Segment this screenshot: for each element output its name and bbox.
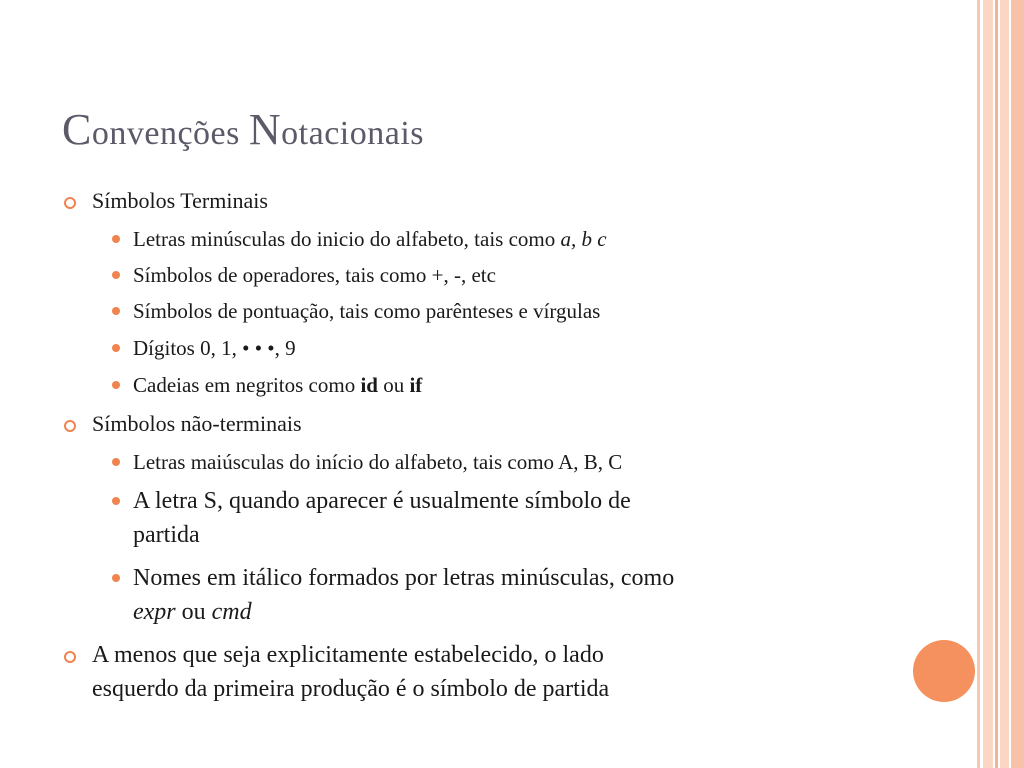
bullet-item: A menos que seja explicitamente estabelecido, o lado esquerdo da primeira produção é o símbolo de partida — [92, 638, 892, 706]
sub-bullet-item: Cadeias em negritos como id ou if — [133, 368, 893, 402]
sub-bullet-item: Símbolos de pontuação, tais como parênteses e vírgulas — [133, 294, 893, 328]
decor-stripe — [1011, 0, 1024, 768]
sub-bullet-item: Nomes em itálico formados por letras minúsculas, como expr ou cmd — [133, 561, 893, 629]
bullet-ring-icon — [64, 651, 76, 663]
bullet-item: Símbolos Terminais — [92, 184, 892, 218]
sub-bullet-item: Dígitos 0, 1, • • •, 9 — [133, 331, 893, 365]
bullet-dot-icon — [112, 497, 120, 505]
bullet-dot-icon — [112, 235, 120, 243]
decor-circle — [913, 640, 975, 702]
decor-stripe — [983, 0, 993, 768]
bullet-dot-icon — [112, 381, 120, 389]
sub-bullet-item: Letras minúsculas do inicio do alfabeto, tais como a, b c — [133, 222, 893, 256]
sub-bullet-item: Símbolos de operadores, tais como +, -, etc — [133, 258, 893, 292]
bullet-dot-icon — [112, 574, 120, 582]
bullet-item: Símbolos não-terminais — [92, 407, 892, 441]
decor-stripe — [1000, 0, 1009, 768]
bullet-dot-icon — [112, 307, 120, 315]
sub-bullet-item: Letras maiúsculas do início do alfabeto, tais como A, B, C — [133, 445, 893, 479]
bullet-dot-icon — [112, 271, 120, 279]
decor-stripe — [977, 0, 980, 768]
bullet-ring-icon — [64, 420, 76, 432]
sub-bullet-item: A letra S, quando aparecer é usualmente símbolo de partida — [133, 484, 893, 552]
slide-title: Convenções Notacionais — [62, 105, 424, 154]
bullet-ring-icon — [64, 197, 76, 209]
decor-stripe — [995, 0, 998, 768]
bullet-dot-icon — [112, 458, 120, 466]
bullet-dot-icon — [112, 344, 120, 352]
